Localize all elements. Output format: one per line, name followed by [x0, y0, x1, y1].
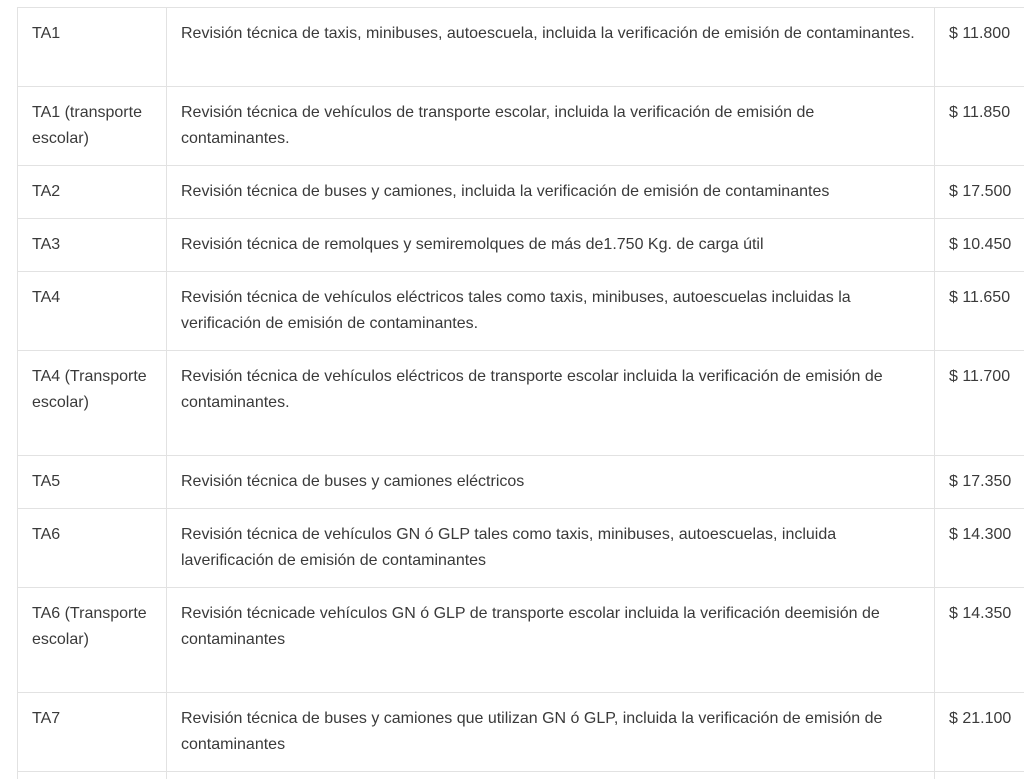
row-price: $ 11.850 — [935, 87, 1024, 166]
row-price: $ 11.800 — [935, 8, 1024, 87]
row-code: TA1 (transporte escolar) — [18, 87, 167, 166]
row-code: TA4 (Transporte escolar) — [18, 351, 167, 456]
table-row — [18, 456, 1024, 509]
table-row — [18, 272, 1024, 351]
rates-table — [17, 7, 1024, 779]
row-code: TA5 — [18, 456, 167, 509]
row-description: Revisión técnicade vehículos GN ó GLP de transporte escolar incluida la verificación deemisión de contaminantes — [167, 588, 935, 693]
table-row — [18, 509, 1024, 588]
row-code: TA3 — [18, 219, 167, 272]
row-code: TA7 — [18, 693, 167, 772]
row-price: $ 11.650 — [935, 272, 1024, 351]
row-description: Revisión técnica de vehículos eléctricos tales como taxis, minibuses, autoescuelas incluidas la verificación de emisión de contaminantes. — [167, 272, 935, 351]
row-description: Revisión técnica de buses y camiones que utilizan GN ó GLP, incluida la verificación de emisión de contaminantes — [167, 693, 935, 772]
row-description: Revisión técnica de remolques y semiremolques de más de1.750 Kg. de carga útil — [167, 219, 935, 272]
row-price: $ 14.300 — [935, 509, 1024, 588]
row-cell-empty — [18, 772, 167, 779]
row-price: $ 21.100 — [935, 693, 1024, 772]
table-row — [18, 166, 1024, 219]
row-price: $ 10.450 — [935, 219, 1024, 272]
table-row-partial — [18, 772, 1024, 779]
row-description: Revisión técnica de buses y camiones eléctricos — [167, 456, 935, 509]
row-description: Revisión técnica de buses y camiones, incluida la verificación de emisión de contaminantes — [167, 166, 935, 219]
table-row — [18, 351, 1024, 456]
row-cell-empty — [935, 772, 1024, 779]
row-description: Revisión técnica de vehículos de transporte escolar, incluida la verificación de emisión de contaminantes. — [167, 87, 935, 166]
table-row — [18, 87, 1024, 166]
table-row — [18, 588, 1024, 693]
row-cell-empty — [167, 772, 935, 779]
row-price: $ 14.350 — [935, 588, 1024, 693]
table-row — [18, 693, 1024, 772]
row-code: TA2 — [18, 166, 167, 219]
table-row — [18, 219, 1024, 272]
row-price: $ 11.700 — [935, 351, 1024, 456]
row-description: Revisión técnica de vehículos GN ó GLP tales como taxis, minibuses, autoescuelas, incluida laverificación de emisión de contaminantes — [167, 509, 935, 588]
table-row — [18, 8, 1024, 87]
row-code: TA6 (Transporte escolar) — [18, 588, 167, 693]
row-code: TA6 — [18, 509, 167, 588]
row-price: $ 17.500 — [935, 166, 1024, 219]
row-code: TA4 — [18, 272, 167, 351]
row-description: Revisión técnica de taxis, minibuses, autoescuela, incluida la verificación de emisión de contaminantes. — [167, 8, 935, 87]
row-code: TA1 — [18, 8, 167, 87]
row-description: Revisión técnica de vehículos eléctricos de transporte escolar incluida la verificación de emisión de contaminantes. — [167, 351, 935, 456]
row-price: $ 17.350 — [935, 456, 1024, 509]
